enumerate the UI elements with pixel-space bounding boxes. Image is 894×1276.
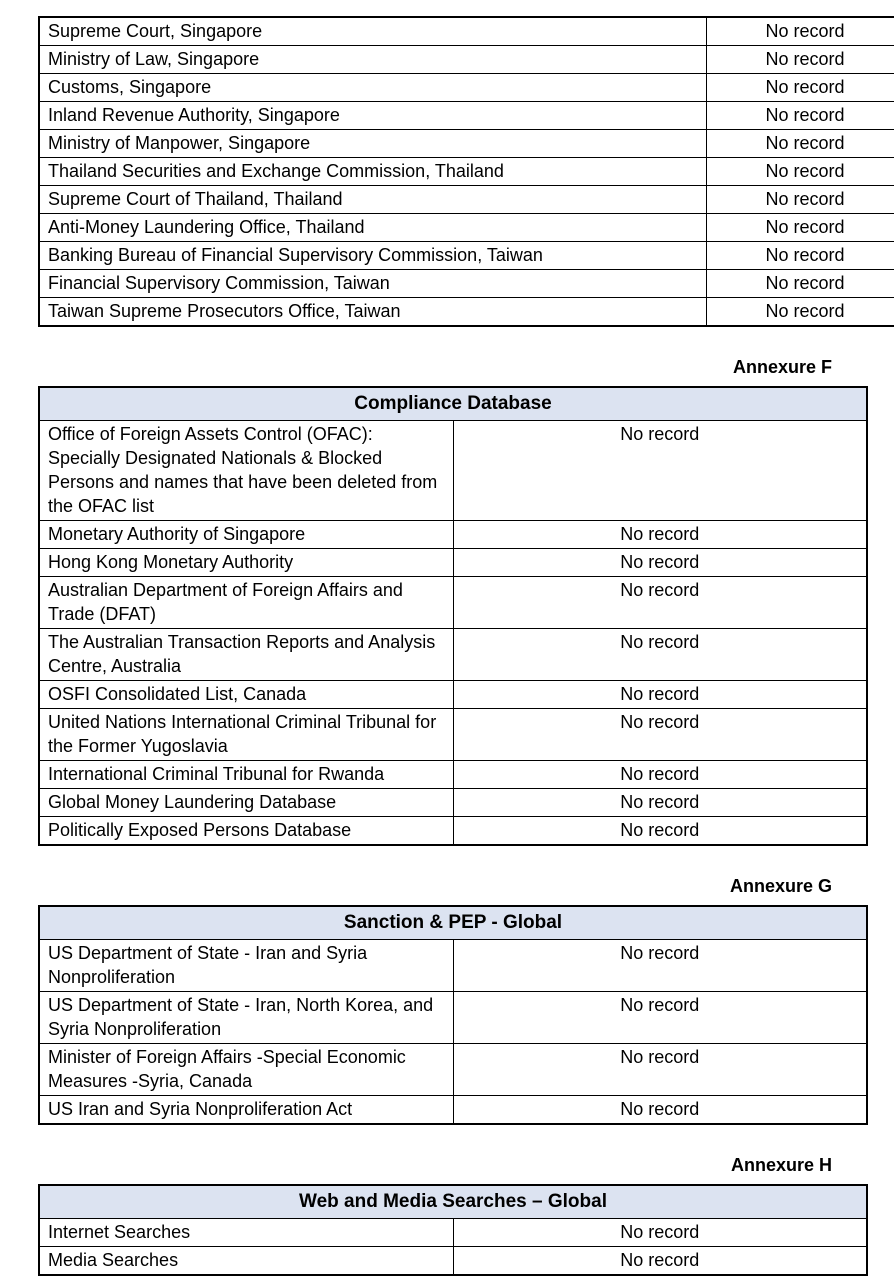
- table-row: [39, 74, 894, 102]
- table-row: [39, 1219, 867, 1247]
- result-cell: No record: [707, 158, 894, 186]
- source-cell: Monetary Authority of Singapore: [39, 521, 453, 549]
- source-cell: Financial Supervisory Commission, Taiwan: [39, 270, 707, 298]
- table-row: [39, 789, 867, 817]
- annexure-label: Annexure F: [38, 357, 868, 378]
- result-cell: No record: [453, 1219, 867, 1247]
- table-title-row: [39, 1185, 867, 1219]
- result-cell: No record: [453, 681, 867, 709]
- source-cell: Banking Bureau of Financial Supervisory Commission, Taiwan: [39, 242, 707, 270]
- source-cell: Australian Department of Foreign Affairs and Trade (DFAT): [39, 577, 453, 629]
- table-row: [39, 186, 894, 214]
- table-row: [39, 298, 894, 327]
- table-row: [39, 577, 867, 629]
- table-row: [39, 940, 867, 992]
- table-row: [39, 270, 894, 298]
- source-cell: Minister of Foreign Affairs -Special Economic Measures -Syria, Canada: [39, 1044, 453, 1096]
- table-row: [39, 421, 867, 521]
- table-row: [39, 629, 867, 681]
- result-cell: No record: [707, 214, 894, 242]
- source-cell: International Criminal Tribunal for Rwanda: [39, 761, 453, 789]
- source-cell: Customs, Singapore: [39, 74, 707, 102]
- table-title: Sanction & PEP - Global: [39, 906, 867, 940]
- result-cell: No record: [707, 270, 894, 298]
- table-compliance-database: [38, 386, 868, 846]
- table-row: [39, 214, 894, 242]
- table-row: [39, 817, 867, 846]
- source-cell: Supreme Court, Singapore: [39, 17, 707, 46]
- source-cell: Taiwan Supreme Prosecutors Office, Taiwan: [39, 298, 707, 327]
- table-row: [39, 709, 867, 761]
- result-cell: No record: [707, 186, 894, 214]
- table-row: [39, 46, 894, 74]
- table-row: [39, 681, 867, 709]
- result-cell: No record: [453, 577, 867, 629]
- source-cell: Office of Foreign Assets Control (OFAC): Specially Designated Nationals & Blocked Persons and names that have been deleted from the OFAC list: [39, 421, 453, 521]
- table-row: [39, 549, 867, 577]
- table-row: [39, 521, 867, 549]
- annexure-label: Annexure H: [38, 1155, 868, 1176]
- table-row: [39, 1044, 867, 1096]
- result-cell: No record: [453, 421, 867, 521]
- result-cell: No record: [453, 789, 867, 817]
- source-cell: Global Money Laundering Database: [39, 789, 453, 817]
- source-cell: Internet Searches: [39, 1219, 453, 1247]
- result-cell: No record: [453, 1096, 867, 1125]
- result-cell: No record: [453, 761, 867, 789]
- result-cell: No record: [453, 1044, 867, 1096]
- table-registry-sources-continued: [38, 16, 894, 327]
- source-cell: Hong Kong Monetary Authority: [39, 549, 453, 577]
- source-cell: Supreme Court of Thailand, Thailand: [39, 186, 707, 214]
- source-cell: Inland Revenue Authority, Singapore: [39, 102, 707, 130]
- result-cell: No record: [707, 17, 894, 46]
- source-cell: Politically Exposed Persons Database: [39, 817, 453, 846]
- table-title: Web and Media Searches – Global: [39, 1185, 867, 1219]
- source-cell: OSFI Consolidated List, Canada: [39, 681, 453, 709]
- table-row: [39, 242, 894, 270]
- result-cell: No record: [707, 242, 894, 270]
- source-cell: US Iran and Syria Nonproliferation Act: [39, 1096, 453, 1125]
- table-sanction-pep-global: [38, 905, 868, 1125]
- result-cell: No record: [453, 940, 867, 992]
- table-row: [39, 102, 894, 130]
- table-row: [39, 1247, 867, 1276]
- source-cell: United Nations International Criminal Tribunal for the Former Yugoslavia: [39, 709, 453, 761]
- result-cell: No record: [453, 709, 867, 761]
- result-cell: No record: [453, 1247, 867, 1276]
- table-row: [39, 1096, 867, 1125]
- table-row: [39, 992, 867, 1044]
- source-cell: US Department of State - Iran and Syria Nonproliferation: [39, 940, 453, 992]
- result-cell: No record: [453, 521, 867, 549]
- source-cell: US Department of State - Iran, North Korea, and Syria Nonproliferation: [39, 992, 453, 1044]
- table-row: [39, 17, 894, 46]
- result-cell: No record: [707, 102, 894, 130]
- result-cell: No record: [453, 549, 867, 577]
- table-title-row: [39, 906, 867, 940]
- result-cell: No record: [453, 817, 867, 846]
- source-cell: Ministry of Law, Singapore: [39, 46, 707, 74]
- table-title-row: [39, 387, 867, 421]
- result-cell: No record: [707, 298, 894, 327]
- result-cell: No record: [707, 130, 894, 158]
- source-cell: Thailand Securities and Exchange Commission, Thailand: [39, 158, 707, 186]
- source-cell: Ministry of Manpower, Singapore: [39, 130, 707, 158]
- source-cell: Anti-Money Laundering Office, Thailand: [39, 214, 707, 242]
- result-cell: No record: [707, 74, 894, 102]
- result-cell: No record: [453, 992, 867, 1044]
- result-cell: No record: [707, 46, 894, 74]
- table-row: [39, 761, 867, 789]
- table-row: [39, 130, 894, 158]
- table-web-media-searches-global: [38, 1184, 868, 1276]
- annexure-label: Annexure G: [38, 876, 868, 897]
- report-content: [38, 16, 868, 1276]
- table-row: [39, 158, 894, 186]
- source-cell: The Australian Transaction Reports and Analysis Centre, Australia: [39, 629, 453, 681]
- source-cell: Media Searches: [39, 1247, 453, 1276]
- table-title: Compliance Database: [39, 387, 867, 421]
- result-cell: No record: [453, 629, 867, 681]
